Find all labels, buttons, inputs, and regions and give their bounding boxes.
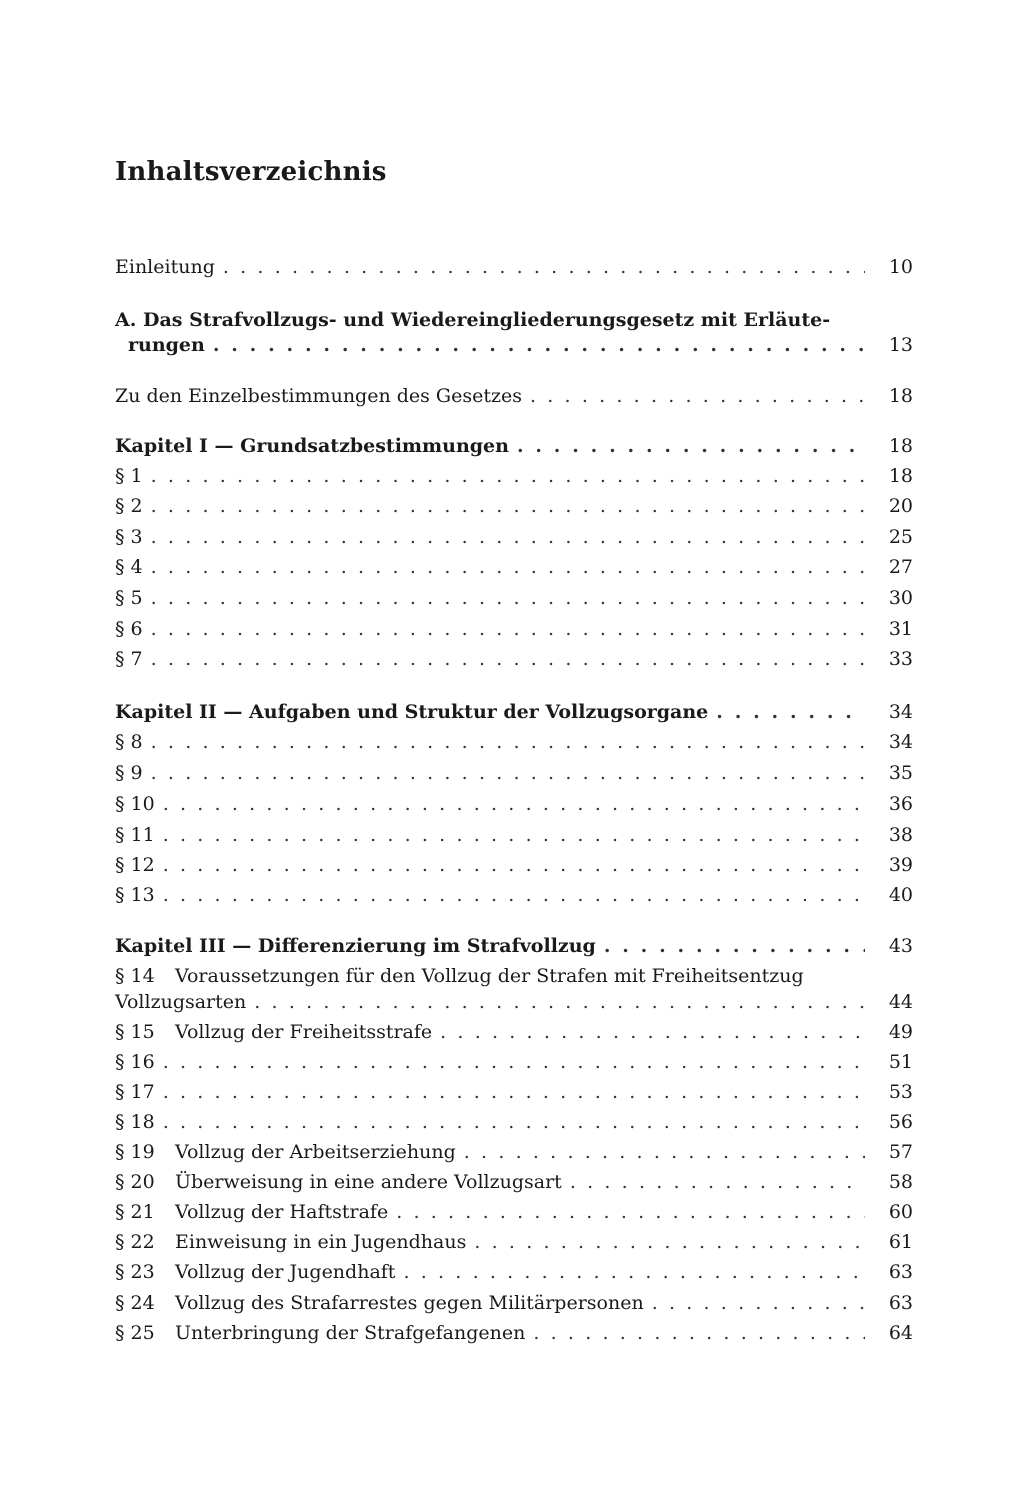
toc-entry-section-25[interactable] (115, 1318, 913, 1348)
section-number: § 15 (115, 1021, 155, 1043)
toc-page-number: 43 (888, 935, 913, 957)
dot-leader (151, 461, 865, 491)
toc-entry-section-19[interactable] (115, 1137, 913, 1167)
toc-entry-section-2[interactable] (115, 491, 913, 521)
toc-page-number: 36 (888, 793, 913, 815)
toc-entry-section-3[interactable] (115, 522, 913, 552)
toc-entry-label: § 13 (115, 884, 155, 906)
toc-page-number: 63 (888, 1292, 913, 1314)
toc-page-number: 31 (888, 618, 913, 640)
toc-entry-label-wrap (115, 1077, 155, 1107)
toc-page-number: 39 (888, 854, 913, 876)
toc-page-number: 49 (888, 1021, 913, 1043)
dot-leader (163, 820, 865, 850)
toc-page-number: 63 (888, 1261, 913, 1283)
toc-entry-label-wrap (115, 1288, 644, 1318)
toc-entry-label: § 1 (115, 465, 143, 487)
toc-page-number: 30 (888, 587, 913, 609)
toc-page-number: 60 (888, 1201, 913, 1223)
toc-page-number: 18 (888, 465, 913, 487)
toc-page-number: 27 (888, 556, 913, 578)
dot-leader (517, 431, 865, 461)
toc-entry-section-12[interactable] (115, 850, 913, 880)
toc-entry-section-17[interactable] (115, 1077, 913, 1107)
toc-entry-label-wrap (115, 1047, 155, 1077)
toc-entry-kapitel-2[interactable] (115, 697, 913, 727)
toc-entry-label: § 9 (115, 762, 143, 784)
dot-leader (151, 758, 865, 788)
toc-entry-part-a-line1[interactable]: A. Das Strafvollzugs- und Wiedereingliederungsgesetz mit Erläute- (115, 309, 831, 331)
dot-leader (151, 491, 865, 521)
toc-entry-label: § 5 (115, 587, 143, 609)
dot-leader (716, 697, 865, 727)
toc-entry-label: § 6 (115, 618, 143, 640)
section-number: § 14 (115, 965, 155, 987)
dot-leader (570, 1167, 865, 1197)
section-number: § 22 (115, 1231, 155, 1253)
dot-leader (163, 880, 865, 910)
toc-entry-section-9[interactable] (115, 758, 913, 788)
toc-entry-label: Vollzug der Jugendhaft (175, 1261, 396, 1283)
section-number: § 24 (115, 1292, 155, 1314)
section-number: § 23 (115, 1261, 155, 1283)
toc-page-number: 34 (888, 731, 913, 753)
toc-entry-section-20[interactable] (115, 1167, 913, 1197)
toc-entry-label: § 2 (115, 495, 143, 517)
toc-page-number: 18 (888, 385, 913, 407)
toc-entry-label-wrap (115, 1017, 432, 1047)
toc-page-number: 13 (888, 334, 913, 356)
toc-entry-section-22[interactable] (115, 1227, 913, 1257)
dot-leader (151, 644, 865, 674)
section-number: § 20 (115, 1171, 155, 1193)
toc-entry-label-wrap (115, 1197, 388, 1227)
toc-entry-section-1[interactable] (115, 461, 913, 491)
toc-entry-label: § 3 (115, 526, 143, 548)
toc-entry-section-6[interactable] (115, 614, 913, 644)
toc-page-number: 53 (888, 1081, 913, 1103)
section-number: § 17 (115, 1081, 155, 1103)
toc-entry-label-wrap (115, 1107, 155, 1137)
toc-entry-label: Kapitel III — Differenzierung im Strafvollzug (115, 935, 596, 957)
toc-entry-section-21[interactable] (115, 1197, 913, 1227)
toc-entry-label: Einleitung (115, 256, 215, 278)
dot-leader (151, 614, 865, 644)
toc-entry-kapitel-1[interactable] (115, 431, 913, 461)
dot-leader (223, 252, 865, 282)
section-number: § 21 (115, 1201, 155, 1223)
toc-entry-label: Kapitel II — Aufgaben und Struktur der Vollzugsorgane (115, 701, 709, 723)
toc-entry-part-a[interactable] (115, 330, 913, 360)
dot-leader (163, 1077, 865, 1107)
toc-entry-label: Vollzug der Haftstrafe (175, 1201, 389, 1223)
dot-leader (254, 987, 865, 1017)
toc-page-number: 18 (888, 435, 913, 457)
toc-entry-section-18[interactable] (115, 1107, 913, 1137)
toc-entry-section-24[interactable] (115, 1288, 913, 1318)
toc-entry-label: Unterbringung der Strafgefangenen (175, 1322, 526, 1344)
toc-page-number: 64 (888, 1322, 913, 1344)
dot-leader (530, 381, 865, 411)
toc-entry-label: § 7 (115, 648, 143, 670)
dot-leader (652, 1288, 865, 1318)
toc-page-number: 44 (888, 991, 913, 1013)
toc-page-number: 34 (888, 701, 913, 723)
toc-entry-label-wrap (115, 1318, 525, 1348)
dot-leader (440, 1017, 865, 1047)
toc-page-number: 10 (888, 256, 913, 278)
dot-leader (163, 850, 865, 880)
toc-entry-label: Kapitel I — Grundsatzbestimmungen (115, 435, 509, 457)
toc-entry-label-wrap (115, 1227, 466, 1257)
dot-leader (403, 1257, 865, 1287)
toc-page-number: 38 (888, 824, 913, 846)
toc-entry-section-5[interactable] (115, 583, 913, 613)
dot-leader (213, 330, 865, 360)
toc-page-number: 57 (888, 1141, 913, 1163)
toc-page-number: 25 (888, 526, 913, 548)
toc-entry-section-23[interactable] (115, 1257, 913, 1287)
dot-leader (151, 552, 865, 582)
dot-leader (533, 1318, 865, 1348)
toc-entry-label: § 8 (115, 731, 143, 753)
toc-page-number: 20 (888, 495, 913, 517)
toc-entry-section-13[interactable] (115, 880, 913, 910)
toc-entry-label-wrap (115, 1167, 562, 1197)
toc-entry-label: § 11 (115, 824, 155, 846)
toc-entry-label: rungen (128, 334, 205, 356)
toc-page-number: 58 (888, 1171, 913, 1193)
dot-leader (151, 727, 865, 757)
toc-entry-label: Einweisung in ein Jugendhaus (175, 1231, 467, 1253)
toc-entry-section-15[interactable] (115, 1017, 913, 1047)
section-number: § 18 (115, 1111, 155, 1133)
toc-entry-label: Vollzug der Freiheitsstrafe (175, 1021, 433, 1043)
toc-entry-section-10[interactable] (115, 789, 913, 819)
toc-entry-label: Vollzugsarten (115, 991, 247, 1013)
toc-page-number: 35 (888, 762, 913, 784)
toc-entry-section-8[interactable] (115, 727, 913, 757)
toc-entry-label: Überweisung in eine andere Vollzugsart (175, 1171, 562, 1193)
toc-entry-einzelbestimmungen[interactable] (115, 381, 913, 411)
toc-entry-label: § 10 (115, 793, 155, 815)
toc-page-number: 51 (888, 1051, 913, 1073)
section-number: § 16 (115, 1051, 155, 1073)
dot-leader (163, 789, 865, 819)
toc-entry-section-7[interactable] (115, 644, 913, 674)
dot-leader (151, 583, 865, 613)
toc-entry-section-11[interactable] (115, 820, 913, 850)
toc-entry-section-14[interactable] (115, 987, 913, 1017)
section-number: § 19 (115, 1141, 155, 1163)
toc-entry-einleitung[interactable] (115, 252, 913, 282)
toc-page-number: 61 (888, 1231, 913, 1253)
dot-leader (163, 1047, 865, 1077)
toc-entry-label: § 4 (115, 556, 143, 578)
toc-page-number: 40 (888, 884, 913, 906)
dot-leader (474, 1227, 865, 1257)
dot-leader (163, 1107, 865, 1137)
toc-entry-label-wrap (115, 1137, 456, 1167)
toc-entry-label-wrap (115, 1257, 395, 1287)
dot-leader (396, 1197, 865, 1227)
page-title: Inhaltsverzeichnis (115, 157, 387, 187)
toc-entry-label: Vollzug des Strafarrestes gegen Militärpersonen (175, 1292, 644, 1314)
toc-entry-label: § 12 (115, 854, 155, 876)
dot-leader (464, 1137, 865, 1167)
toc-entry-label: Vollzug der Arbeitserziehung (175, 1141, 456, 1163)
dot-leader (604, 931, 865, 961)
toc-entry-label: Zu den Einzelbestimmungen des Gesetzes (115, 385, 522, 407)
toc-page-number: 33 (888, 648, 913, 670)
dot-leader (151, 522, 865, 552)
toc-entry-section-4[interactable] (115, 552, 913, 582)
toc-page-number: 56 (888, 1111, 913, 1133)
toc-entry-section-16[interactable] (115, 1047, 913, 1077)
section-number: § 25 (115, 1322, 155, 1344)
toc-entry-label: Voraussetzungen für den Vollzug der Strafen mit Freiheitsentzug (175, 965, 804, 987)
toc-entry-kapitel-3[interactable] (115, 931, 913, 961)
